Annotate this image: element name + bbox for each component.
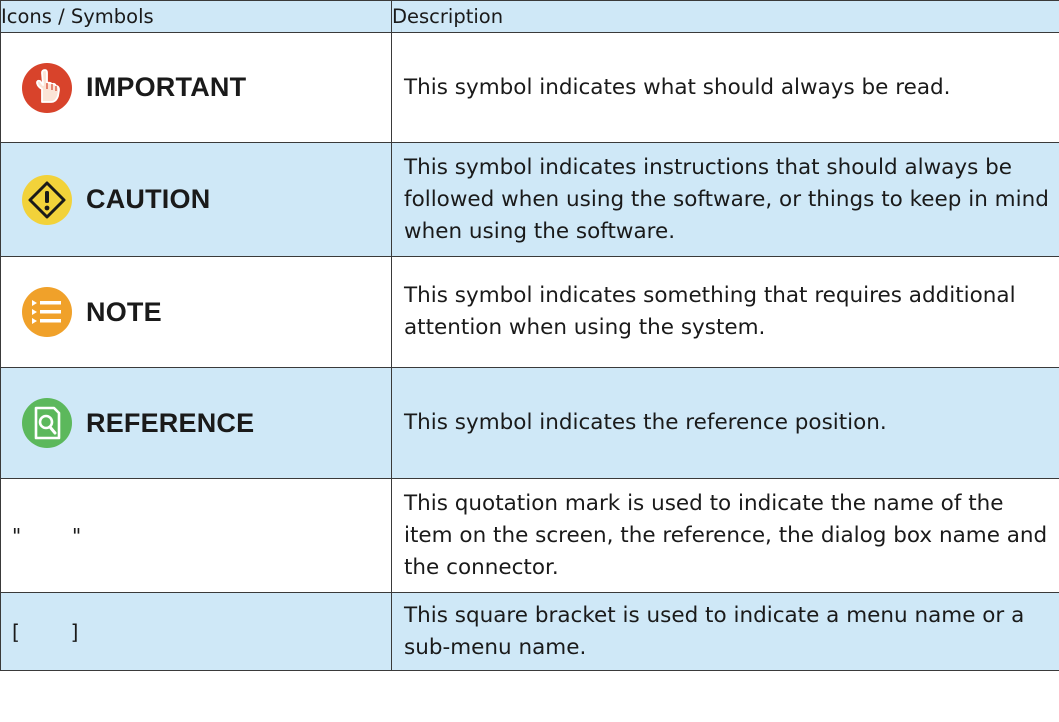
table-row-reference (1, 368, 1059, 479)
description-cell: This square bracket is used to indicate a menu name or a sub-menu name. (392, 593, 1059, 671)
table-row-caution (1, 143, 1059, 257)
square-bracket-symbol: [ ] (1, 593, 392, 671)
header-description: Description (392, 1, 1059, 33)
symbol-cell (1, 33, 392, 143)
caution-label: CAUTION (86, 184, 211, 214)
description-cell: This quotation mark is used to indicate the name of the item on the screen, the reference, the dialog box name and the connector. (392, 479, 1059, 593)
important-label: IMPORTANT (86, 72, 247, 102)
description-cell: This symbol indicates what should always be read. (392, 33, 1059, 143)
list-icon (21, 286, 73, 338)
document-search-icon (21, 397, 73, 449)
quotation-mark-symbol: " " (1, 479, 392, 593)
table-header-row (1, 1, 1059, 33)
description-cell: This symbol indicates something that requires additional attention when using the system. (392, 257, 1059, 368)
symbol-cell (1, 143, 392, 257)
description-cell: This symbol indicates instructions that should always be followed when using the software, or things to keep in mind when using the software. (392, 143, 1059, 257)
table-row-quotation-mark (1, 479, 1059, 593)
reference-label: REFERENCE (86, 407, 255, 438)
caution-diamond-icon (21, 174, 73, 226)
note-label: NOTE (86, 296, 162, 327)
table-row-note (1, 257, 1059, 368)
symbol-cell (1, 368, 392, 479)
description-cell: This symbol indicates the reference position. (392, 368, 1059, 479)
symbol-cell (1, 257, 392, 368)
pointing-hand-icon (21, 62, 73, 114)
table-row-important (1, 33, 1059, 143)
header-icons-symbols: Icons / Symbols (1, 1, 392, 33)
table-row-square-bracket (1, 593, 1059, 671)
